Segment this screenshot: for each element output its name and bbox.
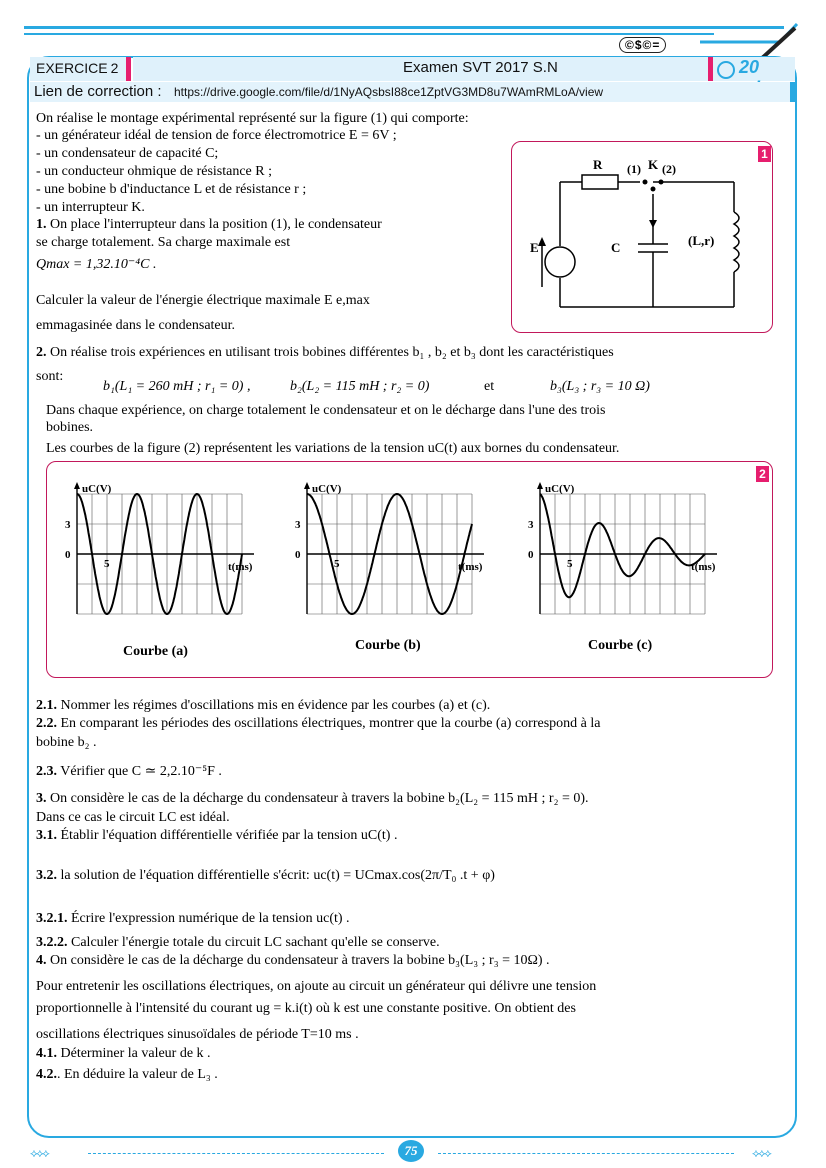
exercise-header <box>30 57 795 81</box>
y-tick-zero: 0 <box>295 549 301 561</box>
figure-2-badge: 2 <box>756 466 769 482</box>
component-item: - un interrupteur K. <box>36 200 145 215</box>
figure-2-curves <box>46 461 773 678</box>
label-C: C <box>611 240 621 255</box>
question-4-line: proportionnelle à l'intensité du courant ug = k.i(t) où k est une constante positive. On obtient des <box>36 1001 576 1016</box>
question-2-2: 2.2. En comparant les périodes des oscillations électriques, montrer que la courbe (a) correspond à la <box>36 716 601 731</box>
component-item: - un générateur idéal de tension de force électromotrice E = 6V ; <box>36 128 397 143</box>
component-item: - un condensateur de capacité C; <box>36 146 219 161</box>
x-axis-label: t(ms) <box>458 561 483 573</box>
caption-courbe-b: Courbe (b) <box>355 638 421 653</box>
question-2-line: Dans chaque expérience, on charge totalement le condensateur et on le décharge dans l'une des trois <box>46 403 606 418</box>
duration-box <box>713 57 795 81</box>
chart-courbe-c <box>510 482 750 632</box>
question-2-3: 2.3. Vérifier que C ≃ 2,2.10⁻⁵F . <box>36 764 222 779</box>
q-max-value: Qmax = 1,32.10⁻⁴C . <box>36 257 157 272</box>
question-2-line: bobines. <box>46 420 94 435</box>
intro-line: On réalise le montage expérimental représenté sur la figure (1) qui comporte: <box>36 111 469 126</box>
chart-courbe-b <box>277 482 517 632</box>
component-item: - une bobine b d'inductance L et de résistance r ; <box>36 182 307 197</box>
caption-courbe-a: Courbe (a) <box>123 644 188 659</box>
coil-b1: b₁(L₁ = 260 mH ; r₁ = 0) , <box>103 379 251 394</box>
exercise-label: EXERCICE <box>36 60 108 76</box>
figure-1-badge: 1 <box>758 146 771 162</box>
duration-value: 20 <box>739 57 760 77</box>
figure-1-circuit <box>511 141 773 333</box>
coil-b2: b₂(L₂ = 115 mH ; r₂ = 0) <box>290 379 430 394</box>
page-footer <box>0 1140 826 1168</box>
question-3-2-1: 3.2.1. Écrire l'expression numérique de la tension uc(t) . <box>36 911 350 926</box>
question-4: 4. On considère le cas de la décharge du condensateur à travers la bobine b₃(L₃ ; r₃ = 10Ω) . <box>36 953 550 968</box>
license-badge: ©$©= <box>619 37 666 53</box>
question-1: 1. On place l'interrupteur dans la position (1), le condensateur <box>36 217 382 232</box>
top-rule-secondary <box>24 33 714 35</box>
x-tick-label: 5 <box>567 558 573 570</box>
question-2-2-line: bobine b₂ . <box>36 735 97 750</box>
exercise-number: 2 <box>110 60 119 76</box>
y-axis-label: uC(V) <box>545 483 575 495</box>
question-3-2-2: 3.2.2. Calculer l'énergie totale du circuit LC sachant qu'elle se conserve. <box>36 935 440 950</box>
y-tick-label: 3 <box>295 519 301 531</box>
y-tick-zero: 0 <box>528 549 534 561</box>
y-tick-label: 3 <box>65 519 71 531</box>
label-E: E <box>530 240 539 255</box>
correction-link-row <box>30 82 795 102</box>
x-tick-label: 5 <box>334 558 340 570</box>
question-1-line: se charge totalement. Sa charge maximale est <box>36 235 291 250</box>
correction-link-label: Lien de correction : <box>34 83 162 100</box>
y-tick-zero: 0 <box>65 549 71 561</box>
footer-ornament-right: ⟡⟡⟡ <box>752 1146 770 1160</box>
component-item: - un conducteur ohmique de résistance R ; <box>36 164 272 179</box>
y-axis-arrow <box>74 482 80 489</box>
exam-title: Examen SVT 2017 S.N <box>403 59 558 76</box>
exercise-label-box <box>30 57 126 81</box>
footer-rule-right <box>438 1153 734 1154</box>
footer-ornament-left: ⟡⟡⟡ <box>30 1146 48 1160</box>
question-1-line: emmagasinée dans le condensateur. <box>36 318 236 333</box>
question-2-1: 2.1. Nommer les régimes d'oscillations mis en évidence par les courbes (a) et (c). <box>36 698 491 713</box>
question-3-1: 3.1. Établir l'équation différentielle vérifiée par la tension uC(t) . <box>36 828 398 843</box>
x-tick-label: 5 <box>104 558 110 570</box>
label-K: K <box>648 157 659 172</box>
x-axis-label: t(ms) <box>228 561 253 573</box>
y-axis-arrow <box>537 482 543 489</box>
circuit-diagram <box>512 142 772 332</box>
page-number: 75 <box>398 1140 424 1162</box>
correction-link[interactable]: https://drive.google.com/file/d/1NyAQsbsI88ce1ZptVG3MD8u7WAmRMLoA/view <box>174 85 604 99</box>
conjunction-et: et <box>484 379 495 394</box>
question-4-1: 4.1. Déterminer la valeur de k . <box>36 1046 211 1061</box>
x-axis-label: t(ms) <box>691 561 716 573</box>
question-3-line: Dans ce cas le circuit LC est idéal. <box>36 810 230 825</box>
label-R: R <box>593 157 603 172</box>
y-axis-label: uC(V) <box>312 483 342 495</box>
label-position-2: (2) <box>662 162 676 176</box>
question-2-line: sont: <box>36 369 64 384</box>
top-rule <box>24 26 784 29</box>
question-3: 3. On considère le cas de la décharge du condensateur à travers la bobine b₂(L₂ = 115 mH ; r₂ = 0). <box>36 791 589 806</box>
label-Lr: (L,r) <box>688 233 715 248</box>
uc-curve <box>540 494 705 597</box>
caption-courbe-c: Courbe (c) <box>588 638 653 653</box>
question-4-line: oscillations électriques sinusoïdales de période T=10 ms . <box>36 1027 359 1042</box>
question-4-line: Pour entretenir les oscillations électriques, on ajoute au circuit un générateur qui délivre une tension <box>36 979 597 994</box>
y-axis-label: uC(V) <box>82 483 112 495</box>
exam-title-box <box>133 57 708 81</box>
question-3-2: 3.2. la solution de l'équation différentielle s'écrit: uc(t) = UCmax.cos(2π/T₀ .t + φ) <box>36 868 495 883</box>
link-row-accent <box>790 82 795 102</box>
question-4-2: 4.2.. En déduire la valeur de L₃ . <box>36 1067 218 1082</box>
footer-rule-left <box>88 1153 384 1154</box>
question-2-line: Les courbes de la figure (2) représentent les variations de la tension uC(t) aux bornes du condensateur. <box>46 441 620 456</box>
y-tick-label: 3 <box>528 519 534 531</box>
header-accent-left <box>126 57 131 81</box>
clock-icon <box>717 61 735 79</box>
question-2: 2. On réalise trois expériences en utilisant trois bobines différentes b₁ , b₂ et b₃ dont les caractéristiques <box>36 345 614 360</box>
question-1-line: Calculer la valeur de l'énergie électrique maximale E e,max <box>36 293 370 308</box>
y-axis-arrow <box>304 482 310 489</box>
chart-courbe-a <box>47 482 287 632</box>
coil-b3: b₃(L₃ ; r₃ = 10 Ω) <box>550 379 650 394</box>
label-position-1: (1) <box>627 162 641 176</box>
